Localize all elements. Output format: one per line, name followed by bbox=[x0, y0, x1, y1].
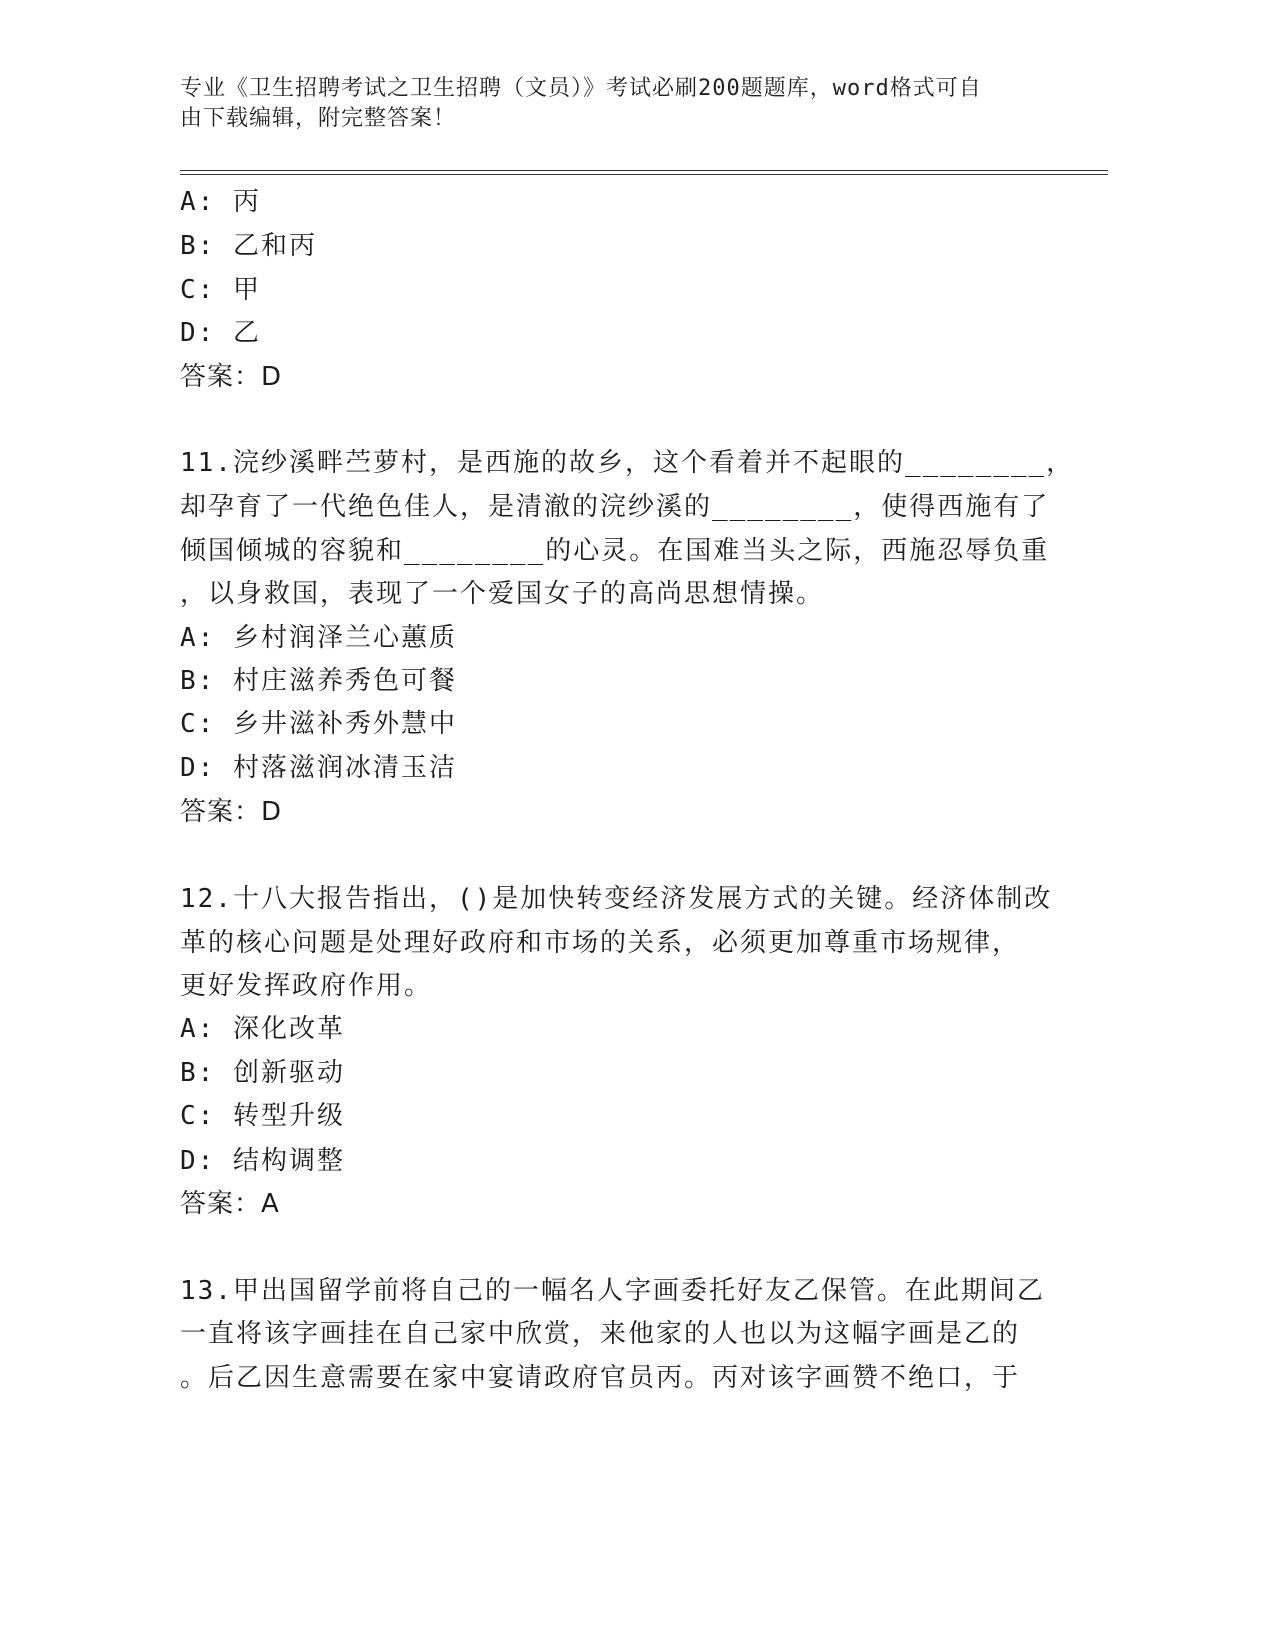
q10-answer: 答案：D bbox=[180, 362, 283, 392]
q11-option-a: A: 乡村润泽兰心蕙质 bbox=[180, 623, 457, 653]
q10-option-b: B: 乙和丙 bbox=[180, 231, 317, 261]
q13-stem-line-3: 。后乙因生意需要在家中宴请政府官员丙。丙对该字画赞不绝口，于 bbox=[180, 1363, 1021, 1393]
q13-stem-line-2: 一直将该字画挂在自己家中欣赏，来他家的人也以为这幅字画是乙的 bbox=[180, 1319, 1021, 1349]
header-line-1: 专业《卫生招聘考试之卫生招聘（文员）》考试必刷200题题库，word格式可自 bbox=[180, 76, 982, 101]
page-header bbox=[180, 74, 1060, 134]
q12-stem-line-1: 12.十八大报告指出，()是加快转变经济发展方式的关键。经济体制改 bbox=[180, 884, 1053, 914]
q12-option-a: A: 深化改革 bbox=[180, 1014, 345, 1044]
q12-stem-line-3: 更好发挥政府作用。 bbox=[180, 971, 433, 1001]
q11-stem-line-1: 11.浣纱溪畔苎萝村，是西施的故乡，这个看着并不起眼的________， bbox=[180, 448, 1075, 478]
header-divider bbox=[180, 170, 1108, 175]
q11-stem-line-4: ，以身救国，表现了一个爱国女子的高尚思想情操。 bbox=[180, 579, 825, 609]
q11-stem-line-2: 却孕育了一代绝色佳人，是清澈的浣纱溪的________，使得西施有了 bbox=[180, 492, 1050, 522]
q12-option-d: D: 结构调整 bbox=[180, 1146, 345, 1176]
q11-stem-line-3: 倾国倾城的容貌和________的心灵。在国难当头之际，西施忍辱负重 bbox=[180, 536, 1050, 566]
q11-answer: 答案：D bbox=[180, 797, 283, 827]
q10-option-a: A: 丙 bbox=[180, 187, 261, 217]
header-line-2: 由下载编辑，附完整答案！ bbox=[180, 106, 457, 131]
q10-option-c: C: 甲 bbox=[180, 275, 261, 305]
q12-option-c: C: 转型升级 bbox=[180, 1101, 345, 1131]
q12-answer: 答案：A bbox=[180, 1189, 280, 1219]
q10-option-d: D: 乙 bbox=[180, 318, 261, 348]
q11-option-d: D: 村落滋润冰清玉洁 bbox=[180, 753, 457, 783]
q12-stem-line-2: 革的核心问题是处理好政府和市场的关系，必须更加尊重市场规律， bbox=[180, 928, 1021, 958]
q11-option-c: C: 乡井滋补秀外慧中 bbox=[180, 709, 457, 739]
q12-option-b: B: 创新驱动 bbox=[180, 1058, 345, 1088]
q13-stem-line-1: 13.甲出国留学前将自己的一幅名人字画委托好友乙保管。在此期间乙 bbox=[180, 1276, 1045, 1306]
q11-option-b: B: 村庄滋养秀色可餐 bbox=[180, 666, 457, 696]
